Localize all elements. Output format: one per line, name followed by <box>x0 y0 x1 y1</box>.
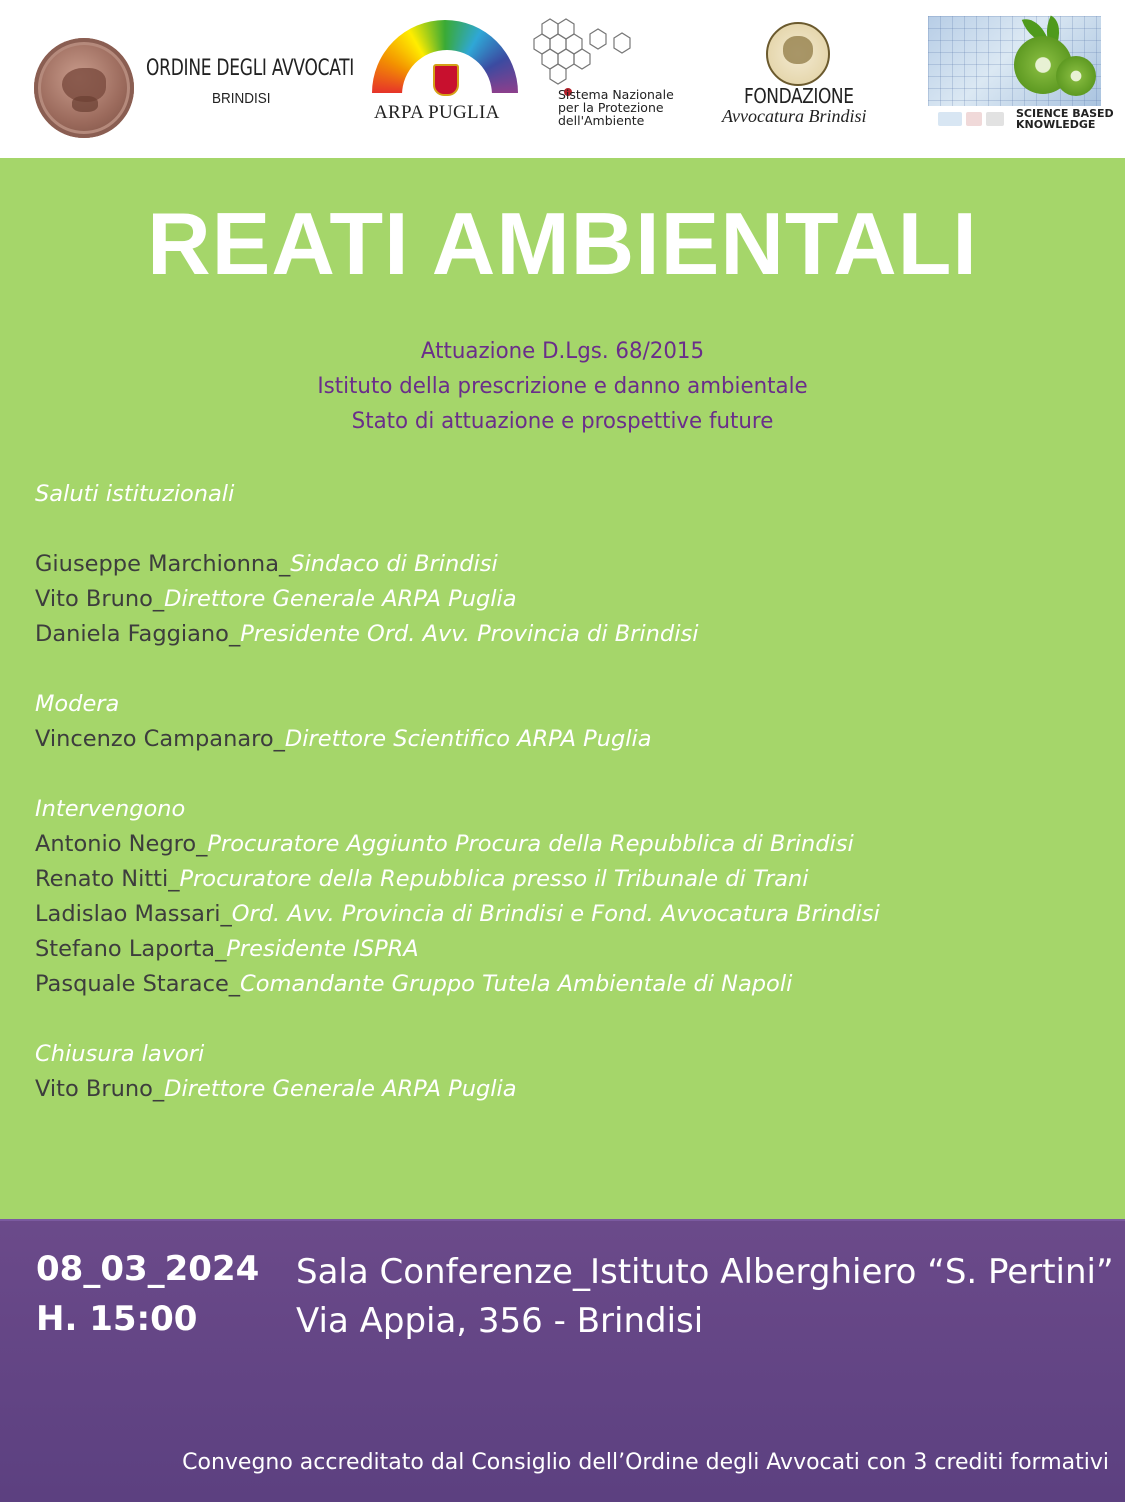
fondazione-logo-subtitle: Avvocatura Brindisi <box>722 106 867 126</box>
section-heading-chiusura: Chiusura lavori <box>35 1041 205 1067</box>
speaker-role: Direttore Generale ARPA Puglia <box>164 586 517 612</box>
gears-leaves-image <box>928 16 1101 106</box>
event-title: REATI AMBIENTALI <box>147 194 978 293</box>
speaker-row <box>35 932 419 967</box>
speaker-name: Vito Bruno_ <box>35 586 165 612</box>
speaker-row <box>35 827 854 862</box>
hexagon-network-icon <box>530 16 640 96</box>
ordine-avvocati-logo <box>34 38 354 138</box>
speaker-role: Procuratore della Repubblica presso il Tribunale di Trani <box>179 866 809 892</box>
speaker-name: Ladislao Massari_ <box>35 901 232 927</box>
speaker-role: Comandante Gruppo Tutela Ambientale di Napoli <box>240 971 793 997</box>
speaker-role: Direttore Generale ARPA Puglia <box>164 1076 517 1102</box>
speaker-role: Sindaco di Brindisi <box>290 551 498 577</box>
speaker-role: Procuratore Aggiunto Procura della Repubblica di Brindisi <box>207 831 854 857</box>
speaker-role: Presidente ISPRA <box>226 936 419 962</box>
speaker-row <box>35 897 880 932</box>
speaker-row <box>35 547 498 582</box>
section-heading-intervengono: Intervengono <box>35 796 186 822</box>
speaker-name: Daniela Faggiano_ <box>35 621 241 647</box>
fondazione-logo-title: FONDAZIONE <box>744 84 854 108</box>
arpa-puglia-logo <box>370 20 520 130</box>
event-address: Via Appia, 356 - Brindisi <box>296 1301 704 1341</box>
speaker-role: Presidente Ord. Avv. Provincia di Brindisi <box>240 621 699 647</box>
section-heading-saluti: Saluti istituzionali <box>35 481 235 507</box>
ordine-logo-city: BRINDISI <box>212 90 271 107</box>
ordine-logo-title: ORDINE DEGLI AVVOCATI <box>146 56 355 81</box>
speaker-name: Antonio Negro_ <box>35 831 208 857</box>
accreditation-note: Convegno accreditato dal Consiglio dell’Ordine degli Avvocati con 3 crediti formativi <box>182 1450 1109 1475</box>
snpa-logo-text: Sistema Nazionale per la Protezione dell'Ambiente <box>558 87 674 128</box>
speaker-row <box>35 582 517 617</box>
subtitle-line: Attuazione D.Lgs. 68/2015 <box>420 339 705 364</box>
speaker-name: Pasquale Starace_ <box>35 971 241 997</box>
speaker-row <box>35 862 809 897</box>
speaker-role: Ord. Avv. Provincia di Brindisi e Fond. Avvocatura Brindisi <box>231 901 880 927</box>
speaker-name: Giuseppe Marchionna_ <box>35 551 291 577</box>
fondazione-logo <box>718 22 878 132</box>
arpa-logo-text: ARPA PUGLIA <box>374 102 500 123</box>
science-based-knowledge-logo <box>928 16 1114 136</box>
section-heading-modera: Modera <box>35 691 120 717</box>
snpa-logo <box>530 16 710 131</box>
subtitle-line: Stato di attuazione e prospettive future <box>351 409 774 434</box>
coin-emblem-icon <box>34 38 134 138</box>
subtitle-line: Istituto della prescrizione e danno ambientale <box>317 374 808 399</box>
speaker-name: Stefano Laporta_ <box>35 936 227 962</box>
event-time: H. 15:00 <box>36 1299 198 1339</box>
speaker-row <box>35 1072 517 1107</box>
speaker-role: Direttore Scientifico ARPA Puglia <box>284 726 652 752</box>
event-venue: Sala Conferenze_Istituto Alberghiero “S. Pertini” <box>296 1252 1114 1292</box>
coat-of-arms-icon <box>433 64 459 96</box>
event-date: 08_03_2024 <box>36 1249 260 1289</box>
speaker-name: Vito Bruno_ <box>35 1076 165 1102</box>
speaker-row <box>35 967 792 1002</box>
logo-header <box>0 0 1125 158</box>
sbk-logo-text: SCIENCE BASED KNOWLEDGE <box>1016 107 1114 131</box>
gear-icon <box>1056 56 1096 96</box>
speaker-row <box>35 617 698 652</box>
speaker-row <box>35 722 652 757</box>
speaker-name: Vincenzo Campanaro_ <box>35 726 285 752</box>
speaker-name: Renato Nitti_ <box>35 866 180 892</box>
medal-emblem-icon <box>766 22 830 86</box>
